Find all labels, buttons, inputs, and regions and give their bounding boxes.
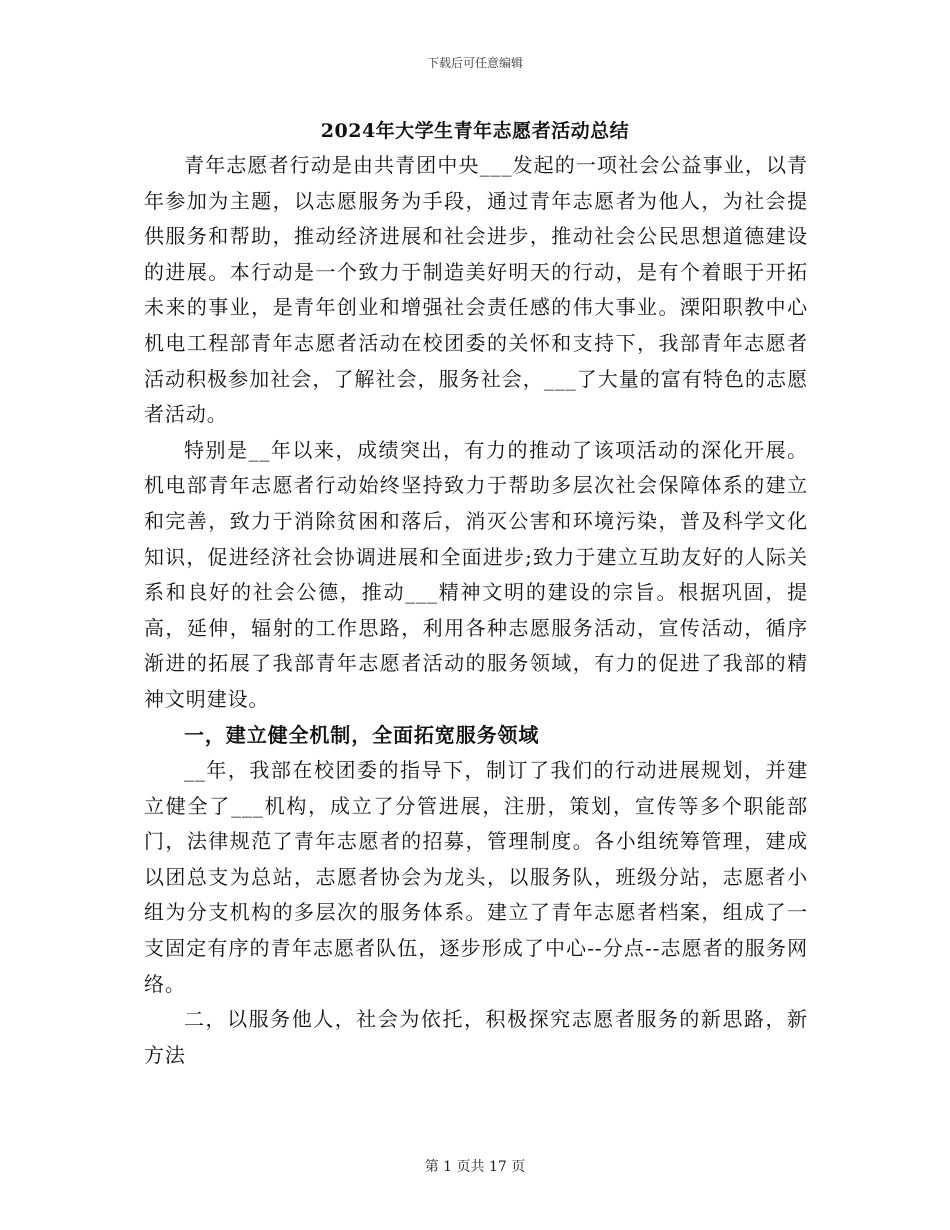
document-title: 2024年大学生青年志愿者活动总结 xyxy=(320,120,630,142)
download-note: 下载后可任意编辑 xyxy=(426,56,523,70)
document-body xyxy=(144,148,808,1073)
section-heading-1: 一，建立健全机制，全面拓宽服务领域 xyxy=(184,722,540,747)
section-1-paragraph: __年，我部在校团委的指导下，制订了我们的行动进展规划，并建立健全了___机构，成立了分管进展，注册，策划，宣传等多个职能部门，法律规范了青年志愿者的招募，管理制度。各小组统筹管理，建成以团总支为总站，志愿者协会为龙头，以服务队，班级分站，志愿者小组为分支机构的多层次的服务体系。建立了青年志愿者档案，组成了一支固定有序的青年志愿者队伍，逐步形成了中心--分点--志愿者的服务网络。 xyxy=(144,758,808,996)
page-number: 第 1 页共 17 页 xyxy=(424,1159,526,1175)
section-2-heading-paragraph: 二，以服务他人，社会为依托，积极探究志愿者服务的新思路，新方法 xyxy=(144,1007,808,1067)
intro-paragraph: 青年志愿者行动是由共青团中央___发起的一项社会公益事业，以青年参加为主题，以志愿服务为手段，通过青年志愿者为他人，为社会提供服务和帮助，推动经济进展和社会进步，推动社会公民思想道德建设的进展。本行动是一个致力于制造美好明天的行动，是有个着眼于开拓未来的事业，是青年创业和增强社会责任感的伟大事业。溧阳职教中心机电工程部青年志愿者活动在校团委的关怀和支持下，我部青年志愿者活动积极参加社会，了解社会，服务社会，___了大量的富有特色的志愿者活动。 xyxy=(144,153,808,427)
achievement-paragraph: 特别是__年以来，成绩突出，有力的推动了该项活动的深化开展。机电部青年志愿者行动始终坚持致力于帮助多层次社会保障体系的建立和完善，致力于消除贫困和落后，消灭公害和环境污染，普及科学文化知识，促进经济社会协调进展和全面进步;致力于建立互助友好的人际关系和良好的社会公德，推动___精神文明的建设的宗旨。根据巩固，提高，延伸，辐射的工作思路，利用各种志愿服务活动，宣传活动，循序渐进的拓展了我部青年志愿者活动的服务领域，有力的促进了我部的精神文明建设。 xyxy=(144,437,808,711)
